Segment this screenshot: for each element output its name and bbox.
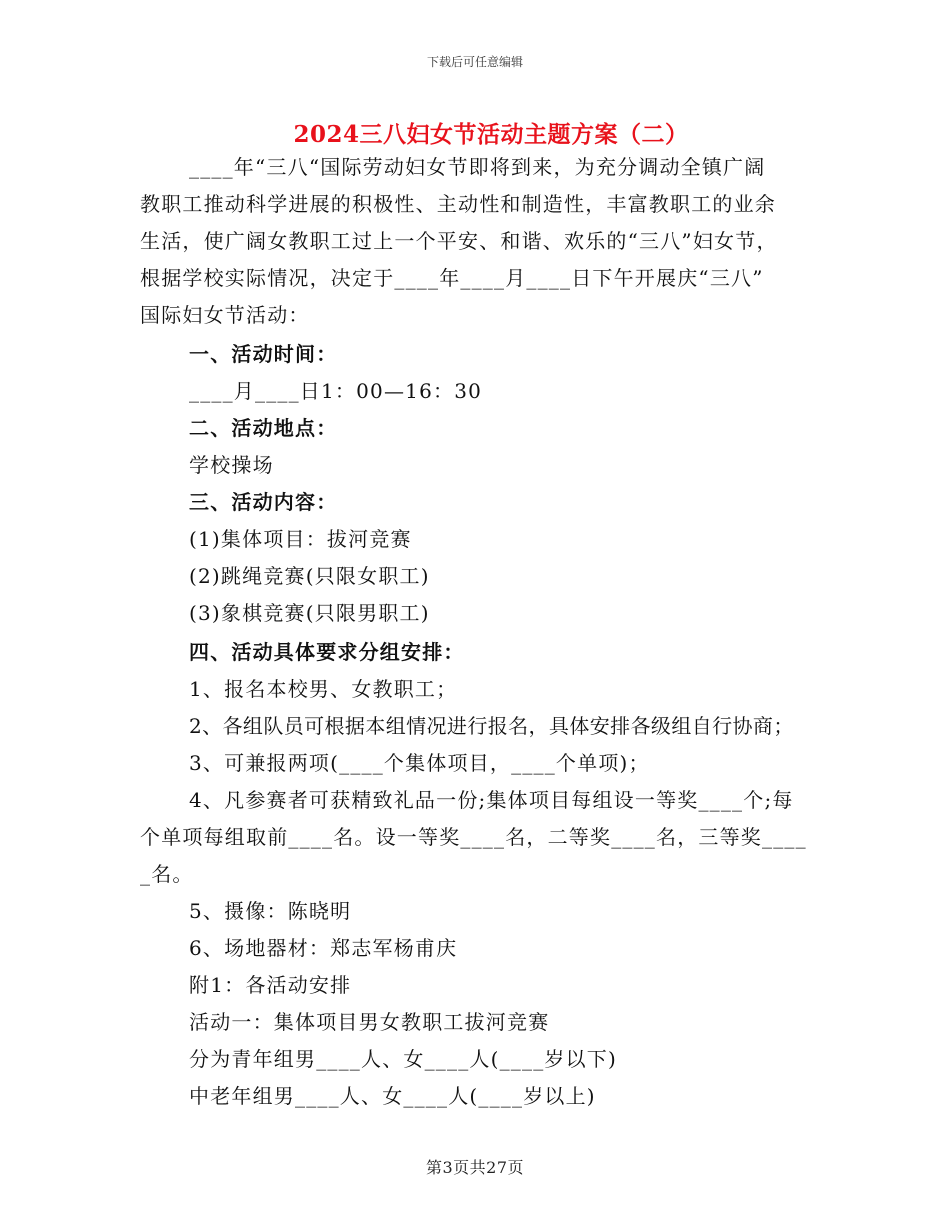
requirement-item-1: 1、报名本校男、女教职工；	[189, 677, 458, 701]
requirement-item-5: 5、摄像：陈晓明	[189, 899, 352, 923]
activity-location-value: 学校操场	[189, 453, 274, 477]
intro-line-5: 国际妇女节活动：	[140, 303, 310, 327]
header-note: 下载后可任意编辑	[426, 55, 523, 69]
content-item-2: (2)跳绳竞赛(只限女职工)	[189, 564, 430, 588]
section-heading-requirements: 四、活动具体要求分组安排：	[189, 640, 465, 664]
page-indicator: 第3页共27页	[425, 1158, 525, 1177]
requirement-item-6: 6、场地器材：郑志军杨甫庆	[189, 936, 458, 960]
appendix-group-young: 分为青年组男____人、女____人(____岁以下)	[189, 1047, 618, 1071]
requirement-item-4-line-3: _名。	[140, 862, 194, 886]
activity-time-value: ____月____日1：00—16：30	[189, 379, 483, 403]
appendix-group-senior: 中老年组男____人、女____人(____岁以上)	[189, 1084, 596, 1108]
section-heading-location: 二、活动地点：	[189, 416, 338, 440]
requirement-item-3: 3、可兼报两项(____个集体项目，____个单项)；	[189, 751, 650, 775]
content-item-1: (1)集体项目：拔河竞赛	[189, 527, 412, 551]
intro-line-1: ____年“三八“国际劳动妇女节即将到来，为充分调动全镇广阔	[189, 155, 766, 179]
appendix-activity-1: 活动一：集体项目男女教职工拔河竞赛	[189, 1010, 550, 1034]
requirement-item-2: 2、各组队员可根据本组情况进行报名，具体安排各级组自行协商；	[189, 714, 794, 738]
intro-line-3: 生活，使广阔女教职工过上一个平安、和谐、欢乐的“三八”妇女节，	[140, 229, 778, 253]
requirement-item-4-line-1: 4、凡参赛者可获精致礼品一份;集体项目每组设一等奖____个;每	[189, 788, 794, 812]
intro-line-2: 教职工推动科学进展的积极性、主动性和制造性，丰富教职工的业余	[140, 192, 776, 216]
intro-line-4: 根据学校实际情况，决定于____年____月____日下午开展庆“三八”	[140, 266, 764, 290]
appendix-title: 附1：各活动安排	[189, 973, 352, 997]
content-item-3: (3)象棋竞赛(只限男职工)	[189, 601, 430, 625]
section-heading-content: 三、活动内容：	[189, 490, 338, 514]
document-title: 2024三八妇女节活动主题方案（二）	[293, 121, 689, 148]
requirement-item-4-line-2: 个单项每组取前____名。设一等奖____名，二等奖____名，三等奖____	[140, 825, 807, 849]
section-heading-time: 一、活动时间：	[189, 342, 338, 366]
